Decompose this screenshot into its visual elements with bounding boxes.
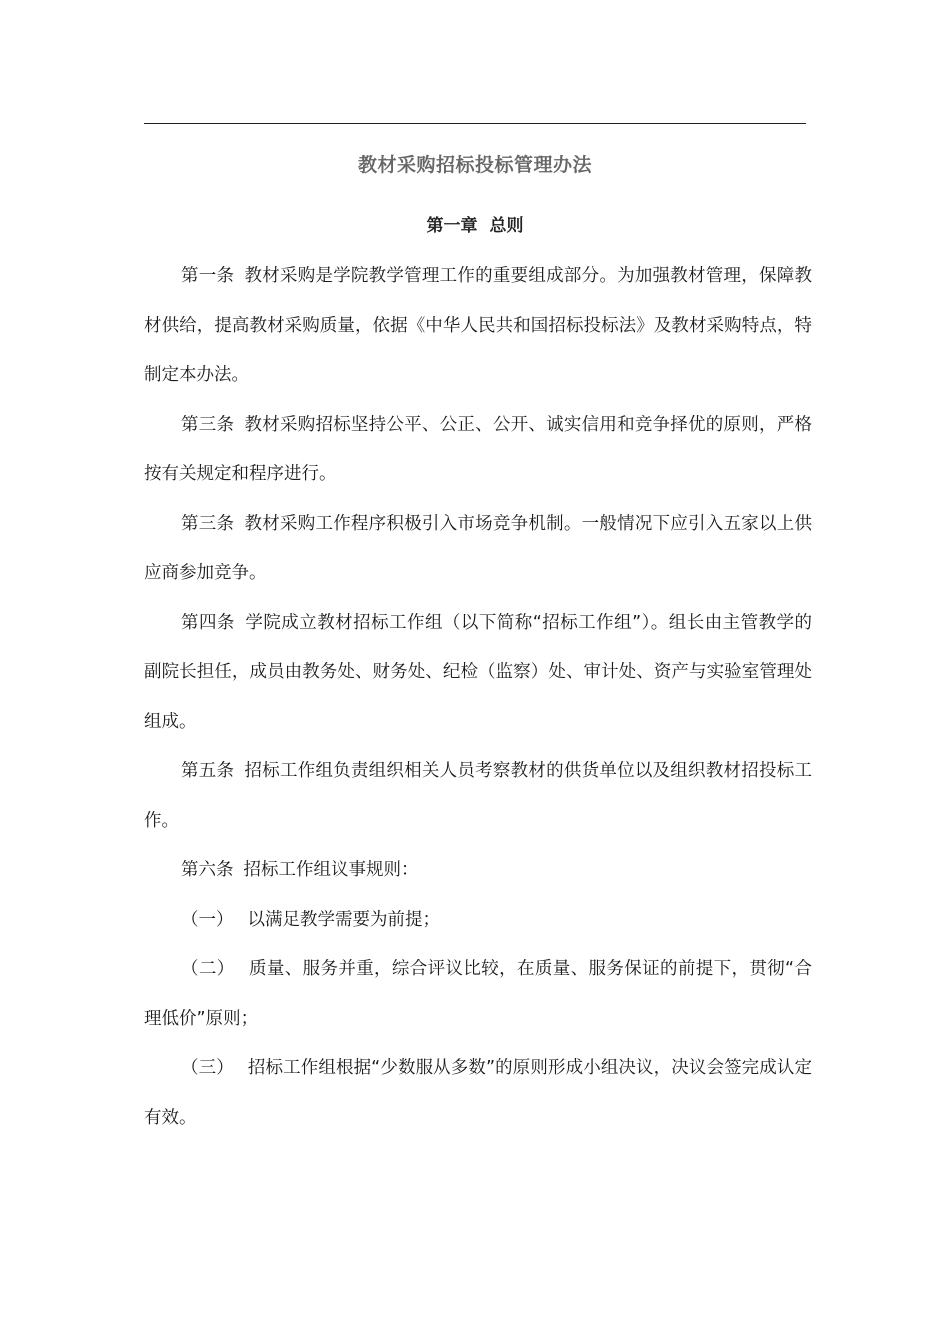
article-text: 招标工作组议事规则：: [243, 860, 419, 880]
rule-label: （三）: [181, 1058, 234, 1078]
article-4: [144, 599, 812, 748]
article-2: [144, 401, 812, 500]
article-text: 教材采购是学院教学管理工作的重要组成部分。为加强教材管理，保障教材供给，提高教材采购质量，依据《中华人民共和国招标投标法》及教材采购特点，特制定本办法。: [144, 266, 813, 385]
rule-label: （二）: [181, 959, 235, 979]
header-rule: [144, 123, 806, 124]
article-label: 第四条: [181, 612, 235, 633]
article-text: 教材采购工作程序积极引入市场竞争机制。一般情况下应引入五家以上供应商参加竞争。: [144, 513, 813, 583]
article-text: 学院成立教材招标工作组（以下简称“招标工作组”）。组长由主管教学的副院长担任，成员由教务处、财务处、纪检（监察）处、审计处、资产与实验室管理处组成。: [144, 612, 812, 732]
article-text: 招标工作组负责组织相关人员考察教材的供货单位以及组织教材招投标工作。: [144, 761, 813, 831]
article-label: 第三条: [181, 414, 235, 435]
rule-text: 质量、服务并重，综合评议比较，在质量、服务保证的前提下，贯彻“合理低价”原则；: [144, 959, 812, 1029]
chapter-label: 第一章: [426, 216, 478, 236]
rule-text: 招标工作组根据“少数服从多数”的原则形成小组决议，决议会签完成认定有效。: [144, 1058, 812, 1128]
article-5: [144, 747, 812, 846]
rule-item-3: [144, 1044, 812, 1143]
rule-item-2: [144, 945, 812, 1044]
article-label: 第一条: [181, 266, 235, 286]
rule-item-1: [144, 896, 812, 946]
article-3: [144, 500, 812, 599]
rule-label: （一）: [181, 909, 234, 930]
article-label: 第六条: [181, 860, 234, 880]
rule-text: 以满足教学需要为前提；: [247, 909, 440, 930]
article-label: 第五条: [181, 761, 235, 781]
chapter-heading: [144, 212, 806, 240]
chapter-name: 总则: [489, 216, 524, 236]
article-text: 教材采购招标坚持公平、公正、公开、诚实信用和竞争择优的原则，严格按有关规定和程序进行。: [144, 414, 813, 484]
article-1: [144, 252, 812, 401]
article-6: [144, 846, 812, 896]
document-title: 教材采购招标投标管理办法: [357, 154, 592, 176]
document-body: [144, 252, 812, 1143]
article-label: 第三条: [181, 513, 235, 534]
